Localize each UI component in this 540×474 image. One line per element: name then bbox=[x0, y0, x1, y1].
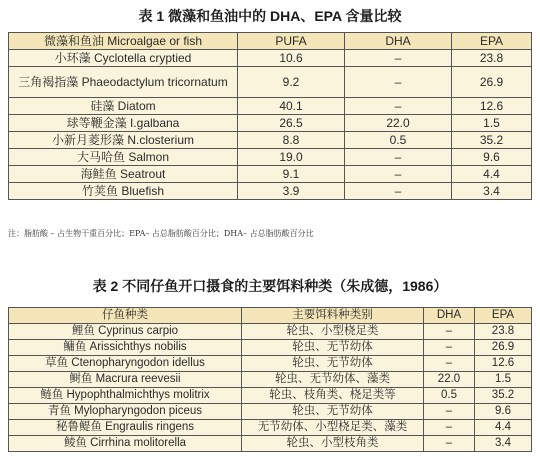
table2-cell: 鲢鱼 Hypophthalmichthys molitrix bbox=[9, 388, 242, 404]
table2-cell: – bbox=[424, 404, 475, 420]
table1-cell: – bbox=[345, 183, 452, 200]
table2-cell: 1.5 bbox=[475, 372, 532, 388]
table1-cell: 球等鞭金藻 I.galbana bbox=[9, 115, 238, 132]
table1-cell: 大马哈鱼 Salmon bbox=[9, 149, 238, 166]
table1-cell: 19.0 bbox=[238, 149, 345, 166]
table1-header-cell: EPA bbox=[452, 33, 532, 50]
table2-cell: – bbox=[424, 356, 475, 372]
table1-cell: 23.8 bbox=[452, 50, 532, 67]
table1-header-cell: 微藻和鱼油 Microalgae or fish bbox=[9, 33, 238, 50]
table2-cell: 轮虫、枝角类、桡足类等 bbox=[242, 388, 424, 404]
table1-cell: 海鲑鱼 Seatrout bbox=[9, 166, 238, 183]
table2-cell: 鲤鱼 Cyprinus carpio bbox=[9, 324, 242, 340]
table1-row bbox=[9, 132, 532, 149]
table1-cell: 三角褐指藻 Phaeodactylum tricornatum bbox=[9, 67, 238, 98]
table2-cell: 轮虫、无节幼体 bbox=[242, 340, 424, 356]
table2-cell: 鲮鱼 Cirrhina molitorella bbox=[9, 436, 242, 452]
table2-row bbox=[9, 420, 532, 436]
table2-cell: 轮虫、小型桡足类 bbox=[242, 324, 424, 340]
table2-title: 表 2 不同仔鱼开口摄食的主要饵料种类（朱成德，1986） bbox=[92, 278, 448, 294]
table1-cell: 硅藻 Diatom bbox=[9, 98, 238, 115]
table1-title: 表 1 微藻和鱼油中的 DHA、EPA 含量比较 bbox=[138, 8, 402, 24]
table2-cell: 鲥鱼 Macrura reevesii bbox=[9, 372, 242, 388]
table2-cell: 3.4 bbox=[475, 436, 532, 452]
table2-header-cell: 主要饵料种类别 bbox=[242, 308, 424, 324]
table2-cell: 轮虫、无节幼体 bbox=[242, 356, 424, 372]
table2-row bbox=[9, 324, 532, 340]
table1-cell: – bbox=[345, 98, 452, 115]
table2-cell: 轮虫、无节幼体 bbox=[242, 404, 424, 420]
table2-header-cell: EPA bbox=[475, 308, 532, 324]
table2-cell: – bbox=[424, 436, 475, 452]
table2-cell: 轮虫、小型枝角类 bbox=[242, 436, 424, 452]
table1-cell: 小环藻 Cyclotella cryptied bbox=[9, 50, 238, 67]
table2-cell: – bbox=[424, 324, 475, 340]
table2-row bbox=[9, 388, 532, 404]
table1-cell: 22.0 bbox=[345, 115, 452, 132]
table2-cell: 草鱼 Ctenopharyngodon idellus bbox=[9, 356, 242, 372]
table2-cell: 23.8 bbox=[475, 324, 532, 340]
table1-header-row bbox=[9, 33, 532, 50]
table2-header-cell: 仔鱼种类 bbox=[9, 308, 242, 324]
table1-cell: 12.6 bbox=[452, 98, 532, 115]
table2-row bbox=[9, 372, 532, 388]
table1-row bbox=[9, 98, 532, 115]
table2-cell: 12.6 bbox=[475, 356, 532, 372]
table1-cell: 0.5 bbox=[345, 132, 452, 149]
table2-cell: 4.4 bbox=[475, 420, 532, 436]
table1-cell: 小新月菱形藻 N.closterium bbox=[9, 132, 238, 149]
table2-row bbox=[9, 436, 532, 452]
table2-header-row bbox=[9, 308, 532, 324]
table2-row bbox=[9, 404, 532, 420]
table1-cell: 1.5 bbox=[452, 115, 532, 132]
table1-cell: – bbox=[345, 166, 452, 183]
table2 bbox=[8, 307, 532, 452]
table1-header-cell: PUFA bbox=[238, 33, 345, 50]
table1-cell: 26.5 bbox=[238, 115, 345, 132]
table1-cell: 40.1 bbox=[238, 98, 345, 115]
table1-note: 注：脂肪酸 – 占生物干重百分比；EPA– 占总脂肪酸百分比；DHA– 占总脂肪酸百分比 bbox=[8, 229, 314, 238]
table1-row bbox=[9, 67, 532, 98]
table2-row bbox=[9, 340, 532, 356]
table2-cell: 青鱼 Mylopharyngodon piceus bbox=[9, 404, 242, 420]
table1-cell: 4.4 bbox=[452, 166, 532, 183]
table1-cell: 3.4 bbox=[452, 183, 532, 200]
table1-cell: 9.1 bbox=[238, 166, 345, 183]
table1-cell: – bbox=[345, 67, 452, 98]
table2-cell: – bbox=[424, 420, 475, 436]
table2-header-cell: DHA bbox=[424, 308, 475, 324]
table1-cell: 8.8 bbox=[238, 132, 345, 149]
table2-row bbox=[9, 356, 532, 372]
table1-row bbox=[9, 50, 532, 67]
table2-cell: 0.5 bbox=[424, 388, 475, 404]
table1-header-cell: DHA bbox=[345, 33, 452, 50]
table1-cell: 35.2 bbox=[452, 132, 532, 149]
table1-cell: 竹荚鱼 Bluefish bbox=[9, 183, 238, 200]
table2-cell: 轮虫、无节幼体、藻类 bbox=[242, 372, 424, 388]
table1 bbox=[8, 32, 532, 200]
table2-cell: 22.0 bbox=[424, 372, 475, 388]
table1-cell: 9.6 bbox=[452, 149, 532, 166]
table1-cell: 3.9 bbox=[238, 183, 345, 200]
table1-row bbox=[9, 149, 532, 166]
table2-cell: – bbox=[424, 340, 475, 356]
table2-cell: 秘鲁鳀鱼 Engraulis ringens bbox=[9, 420, 242, 436]
table1-cell: 9.2 bbox=[238, 67, 345, 98]
table1-row bbox=[9, 115, 532, 132]
table1-cell: – bbox=[345, 149, 452, 166]
table2-body bbox=[9, 324, 532, 452]
table2-cell: 26.9 bbox=[475, 340, 532, 356]
table1-cell: – bbox=[345, 50, 452, 67]
table1-cell: 10.6 bbox=[238, 50, 345, 67]
table1-row bbox=[9, 183, 532, 200]
table2-cell: 鳙鱼 Arissichthys nobilis bbox=[9, 340, 242, 356]
table1-row bbox=[9, 166, 532, 183]
table2-cell: 9.6 bbox=[475, 404, 532, 420]
table2-cell: 35.2 bbox=[475, 388, 532, 404]
table1-body bbox=[9, 50, 532, 200]
table2-cell: 无节幼体、小型桡足类、藻类 bbox=[242, 420, 424, 436]
table1-cell: 26.9 bbox=[452, 67, 532, 98]
